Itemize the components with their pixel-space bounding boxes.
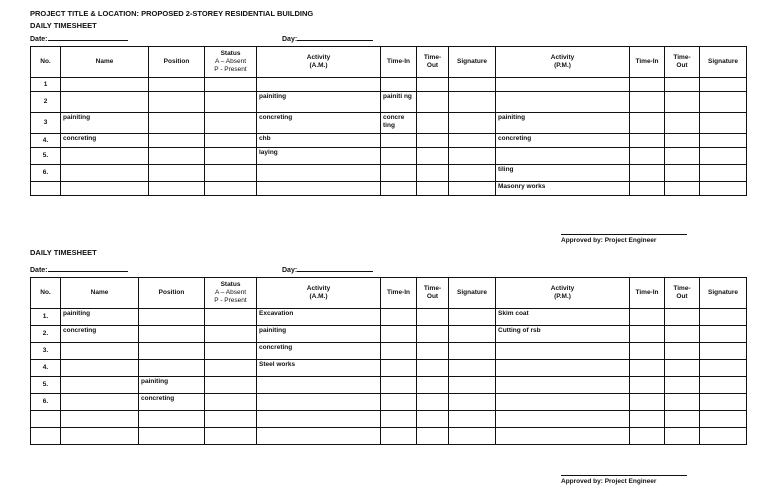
activity-label: Activity [550,285,575,292]
col-name: Name [61,47,149,78]
pm-signature-cell[interactable] [700,78,747,92]
status-present: P - Present [214,66,247,73]
sheet-2-heading: DAILY TIMESHEET [30,248,97,257]
row-number[interactable]: 6. [31,394,61,411]
status-cell[interactable] [205,326,257,343]
pm-signature-cell[interactable] [700,428,747,445]
time-out-cell[interactable] [417,343,449,360]
activity-pm-cell[interactable]: Masonry works [496,182,630,196]
position-cell[interactable] [149,113,205,134]
col-pm-time-out [665,278,700,309]
row-number[interactable]: 3 [31,113,61,134]
status-absent: A – Absent [214,58,247,65]
activity-am-cell[interactable]: laying [257,148,381,165]
name-cell[interactable]: painiting [61,309,139,326]
row-number[interactable]: 4. [31,360,61,377]
activity-am-cell[interactable]: painiting [257,326,381,343]
col-time-in: Time-In [381,278,417,309]
position-cell[interactable] [149,134,205,148]
status-cell[interactable] [205,394,257,411]
pm-time-out-cell[interactable] [665,148,700,165]
pm-time-in-cell[interactable] [630,326,665,343]
position-cell[interactable] [149,148,205,165]
table-row [31,411,747,428]
name-cell[interactable] [61,92,149,113]
signature-cell[interactable] [449,343,496,360]
sheet-1-date [30,33,128,43]
time-in-cell[interactable] [381,309,417,326]
pm-time-in-cell[interactable] [630,78,665,92]
position-cell[interactable] [139,326,205,343]
activity-pm-cell[interactable] [496,428,630,445]
time-in-cell[interactable]: painiti ng [381,92,417,113]
time-in-cell[interactable] [381,148,417,165]
table-row [31,394,747,411]
status-cell[interactable] [205,343,257,360]
status-cell[interactable] [205,309,257,326]
time-out-cell[interactable] [417,360,449,377]
time-out-cell[interactable] [417,78,449,92]
col-pm-time-in: Time-In [630,47,665,78]
pm-signature-cell[interactable] [700,309,747,326]
col-time-out [417,278,449,309]
pm-signature-cell[interactable] [700,326,747,343]
activity-am-cell[interactable]: concreting [257,113,381,134]
col-activity-am [257,47,381,78]
activity-pm-cell[interactable]: concreting [496,134,630,148]
day-field-line[interactable] [297,33,373,41]
pm-time-out-cell[interactable] [665,411,700,428]
status-present: P - Present [214,297,247,304]
time-out-cell[interactable] [417,92,449,113]
col-pm-time-out [665,47,700,78]
pm-signature-cell[interactable] [700,360,747,377]
status-title: Status [220,50,241,57]
time-out-cell[interactable] [417,148,449,165]
time-in-cell[interactable] [381,394,417,411]
time-in-cell[interactable] [381,343,417,360]
signature-cell[interactable] [449,411,496,428]
position-cell[interactable] [149,182,205,196]
activity-pm-cell[interactable]: painiting [496,113,630,134]
pm-time-out-cell[interactable] [665,428,700,445]
pm-time-out-cell[interactable] [665,326,700,343]
col-signature: Signature [449,47,496,78]
pm-signature-cell[interactable] [700,394,747,411]
timesheet-table-1 [30,46,747,196]
timesheet-table-2 [30,277,747,445]
pm-time-out-cell[interactable] [665,134,700,148]
row-number[interactable]: 5. [31,148,61,165]
time-out-cell[interactable] [417,309,449,326]
pm-time-in-cell[interactable] [630,182,665,196]
col-position: Position [149,47,205,78]
table-row [31,78,747,92]
time-out-cell[interactable] [417,113,449,134]
pm-signature-cell[interactable] [700,343,747,360]
header-row [31,278,747,309]
table-2-body [31,309,747,445]
activity-am-cell[interactable] [257,165,381,182]
status-absent: A – Absent [214,289,247,296]
table-1-body [31,78,747,196]
date-label: Date: [30,36,48,43]
signature-cell[interactable] [449,326,496,343]
date-label: Date: [30,267,48,274]
date-field-line[interactable] [48,264,128,272]
position-cell[interactable] [149,165,205,182]
pm-time-in-cell[interactable] [630,309,665,326]
pm-time-out-cell[interactable] [665,343,700,360]
row-number[interactable]: 1. [31,309,61,326]
position-cell[interactable] [139,309,205,326]
pm-time-in-cell[interactable] [630,134,665,148]
activity-pm-cell[interactable] [496,92,630,113]
day-field-line[interactable] [297,264,373,272]
pm-time-in-cell[interactable] [630,148,665,165]
activity-am-cell[interactable] [257,182,381,196]
signature-cell[interactable] [449,148,496,165]
pm-time-out-cell[interactable] [665,309,700,326]
signature-cell[interactable] [449,134,496,148]
activity-am-cell[interactable] [257,428,381,445]
time-out-label-1: Time- [423,54,442,61]
activity-pm-cell[interactable]: Cutting of rsb [496,326,630,343]
signature-cell[interactable] [449,182,496,196]
row-number[interactable]: 6. [31,165,61,182]
col-activity-pm [496,278,630,309]
status-cell[interactable] [205,377,257,394]
table-row [31,182,747,196]
signature-cell[interactable] [449,113,496,134]
pm-signature-cell[interactable] [700,182,747,196]
pm-signature-cell[interactable] [700,165,747,182]
table-row [31,360,747,377]
status-cell[interactable] [205,411,257,428]
pm-signature-cell[interactable] [700,113,747,134]
activity-pm-cell[interactable] [496,148,630,165]
col-name: Name [61,278,139,309]
pm-label: (P.M.) [554,62,571,69]
pm-time-in-cell[interactable] [630,394,665,411]
pm-time-out-cell[interactable] [665,165,700,182]
table-row [31,148,747,165]
table-row [31,309,747,326]
signature-cell[interactable] [449,360,496,377]
pm-time-in-cell[interactable] [630,343,665,360]
name-cell[interactable] [61,394,139,411]
name-cell[interactable]: concreting [61,134,149,148]
activity-label: Activity [306,285,331,292]
position-cell[interactable] [139,343,205,360]
pm-time-in-cell[interactable] [630,411,665,428]
activity-pm-cell[interactable] [496,411,630,428]
row-number[interactable] [31,428,61,445]
activity-am-cell[interactable] [257,411,381,428]
row-number[interactable]: 3. [31,343,61,360]
pm-time-in-cell[interactable] [630,428,665,445]
col-time-in: Time-In [381,47,417,78]
time-in-cell[interactable] [381,411,417,428]
pm-signature-cell[interactable] [700,134,747,148]
name-cell[interactable] [61,411,139,428]
table-row [31,165,747,182]
status-cell[interactable] [205,360,257,377]
header-row [31,47,747,78]
pm-time-out-cell[interactable] [665,182,700,196]
col-status [205,278,257,309]
col-no: No. [31,278,61,309]
time-out-label-2: Out [426,62,439,69]
table-row [31,343,747,360]
time-out-label-1: Time- [673,54,691,61]
activity-am-cell[interactable]: concreting [257,343,381,360]
pm-time-in-cell[interactable] [630,165,665,182]
status-title: Status [220,281,241,288]
status-cell[interactable] [205,92,257,113]
table-row [31,377,747,394]
time-in-cell[interactable] [381,78,417,92]
time-in-cell[interactable] [381,360,417,377]
name-cell[interactable] [61,78,149,92]
pm-time-out-cell[interactable] [665,113,700,134]
col-pm-signature: Signature [700,47,747,78]
activity-am-cell[interactable]: chb [257,134,381,148]
name-cell[interactable]: concreting [61,326,139,343]
activity-pm-cell[interactable]: tiling [496,165,630,182]
pm-time-out-cell[interactable] [665,394,700,411]
day-label: Day: [282,267,298,274]
position-cell[interactable]: concreting [139,394,205,411]
col-no: No. [31,47,61,78]
row-number[interactable] [31,182,61,196]
status-cell[interactable] [205,78,257,92]
col-time-out [417,47,449,78]
time-in-cell[interactable] [381,134,417,148]
time-in-cell[interactable] [381,428,417,445]
time-out-label-1: Time- [673,285,691,292]
table-row [31,113,747,134]
row-number[interactable]: 2. [31,326,61,343]
col-position: Position [139,278,205,309]
col-signature: Signature [449,278,496,309]
pm-time-out-cell[interactable] [665,78,700,92]
pm-signature-cell[interactable] [700,411,747,428]
activity-am-cell[interactable] [257,394,381,411]
signature-cell[interactable] [449,92,496,113]
pm-signature-cell[interactable] [700,377,747,394]
activity-pm-cell[interactable] [496,78,630,92]
day-label: Day: [282,36,298,43]
position-cell[interactable] [139,360,205,377]
status-cell[interactable] [205,148,257,165]
date-field-line[interactable] [48,33,128,41]
time-out-label-2: Out [676,293,688,300]
activity-pm-cell[interactable] [496,343,630,360]
position-cell[interactable] [139,428,205,445]
sheet-1-heading: DAILY TIMESHEET [30,21,97,30]
activity-pm-cell[interactable] [496,377,630,394]
name-cell[interactable] [61,343,139,360]
approved-by-2: Approved by: Project Engineer [561,475,687,485]
am-label: (A.M.) [309,293,328,300]
time-out-cell[interactable] [417,411,449,428]
pm-signature-cell[interactable] [700,148,747,165]
position-cell[interactable] [149,92,205,113]
time-out-cell[interactable] [417,165,449,182]
activity-pm-cell[interactable] [496,360,630,377]
time-in-cell[interactable] [381,326,417,343]
pm-time-out-cell[interactable] [665,360,700,377]
row-number[interactable]: 4. [31,134,61,148]
pm-time-in-cell[interactable] [630,360,665,377]
time-out-cell[interactable] [417,428,449,445]
activity-am-cell[interactable]: painiting [257,92,381,113]
col-activity-am [257,278,381,309]
time-out-cell[interactable] [417,326,449,343]
time-out-cell[interactable] [417,182,449,196]
activity-pm-cell[interactable]: Skim coat [496,309,630,326]
pm-time-out-cell[interactable] [665,92,700,113]
pm-time-in-cell[interactable] [630,113,665,134]
signature-cell[interactable] [449,428,496,445]
name-cell[interactable] [61,360,139,377]
table-row [31,92,747,113]
sheet-2-date [30,264,128,274]
row-number[interactable]: 5. [31,377,61,394]
name-cell[interactable] [61,182,149,196]
pm-label: (P.M.) [554,293,571,300]
time-in-cell[interactable] [381,377,417,394]
time-in-cell[interactable] [381,182,417,196]
activity-am-cell[interactable] [257,377,381,394]
status-cell[interactable] [205,428,257,445]
time-out-label-1: Time- [423,285,442,292]
signature-cell[interactable] [449,394,496,411]
activity-am-cell[interactable] [257,78,381,92]
activity-am-cell[interactable]: Steel works [257,360,381,377]
col-pm-signature: Signature [700,278,747,309]
signature-cell[interactable] [449,309,496,326]
row-number[interactable] [31,411,61,428]
signature-cell[interactable] [449,78,496,92]
time-out-cell[interactable] [417,394,449,411]
pm-signature-cell[interactable] [700,92,747,113]
am-label: (A.M.) [309,62,328,69]
signature-cell[interactable] [449,165,496,182]
approved-by-1: Approved by: Project Engineer [561,234,687,244]
name-cell[interactable]: painiting [61,113,149,134]
position-cell[interactable]: painiting [139,377,205,394]
pm-time-in-cell[interactable] [630,92,665,113]
pm-time-in-cell[interactable] [630,377,665,394]
name-cell[interactable] [61,428,139,445]
activity-label: Activity [306,54,331,61]
name-cell[interactable] [61,148,149,165]
signature-cell[interactable] [449,377,496,394]
time-out-cell[interactable] [417,377,449,394]
sheet-1-day [282,33,373,43]
time-out-label-2: Out [676,62,688,69]
table-row [31,428,747,445]
row-number[interactable]: 2 [31,92,61,113]
time-in-cell[interactable] [381,165,417,182]
col-activity-pm [496,47,630,78]
pm-time-out-cell[interactable] [665,377,700,394]
sheet-2-day [282,264,373,274]
name-cell[interactable] [61,377,139,394]
col-status [205,47,257,78]
project-title: PROJECT TITLE & LOCATION: PROPOSED 2-STOREY RESIDENTIAL BUILDING [30,9,314,18]
activity-am-cell[interactable]: Excavation [257,309,381,326]
col-pm-time-in: Time-In [630,278,665,309]
time-in-cell[interactable]: concre ting [381,113,417,134]
position-cell[interactable] [149,78,205,92]
time-out-label-2: Out [426,293,439,300]
position-cell[interactable] [139,411,205,428]
table-row [31,326,747,343]
status-cell[interactable] [205,182,257,196]
status-cell[interactable] [205,165,257,182]
time-out-cell[interactable] [417,134,449,148]
name-cell[interactable] [61,165,149,182]
status-cell[interactable] [205,113,257,134]
status-cell[interactable] [205,134,257,148]
activity-pm-cell[interactable] [496,394,630,411]
table-row [31,134,747,148]
activity-label: Activity [550,54,575,61]
row-number[interactable]: 1 [31,78,61,92]
